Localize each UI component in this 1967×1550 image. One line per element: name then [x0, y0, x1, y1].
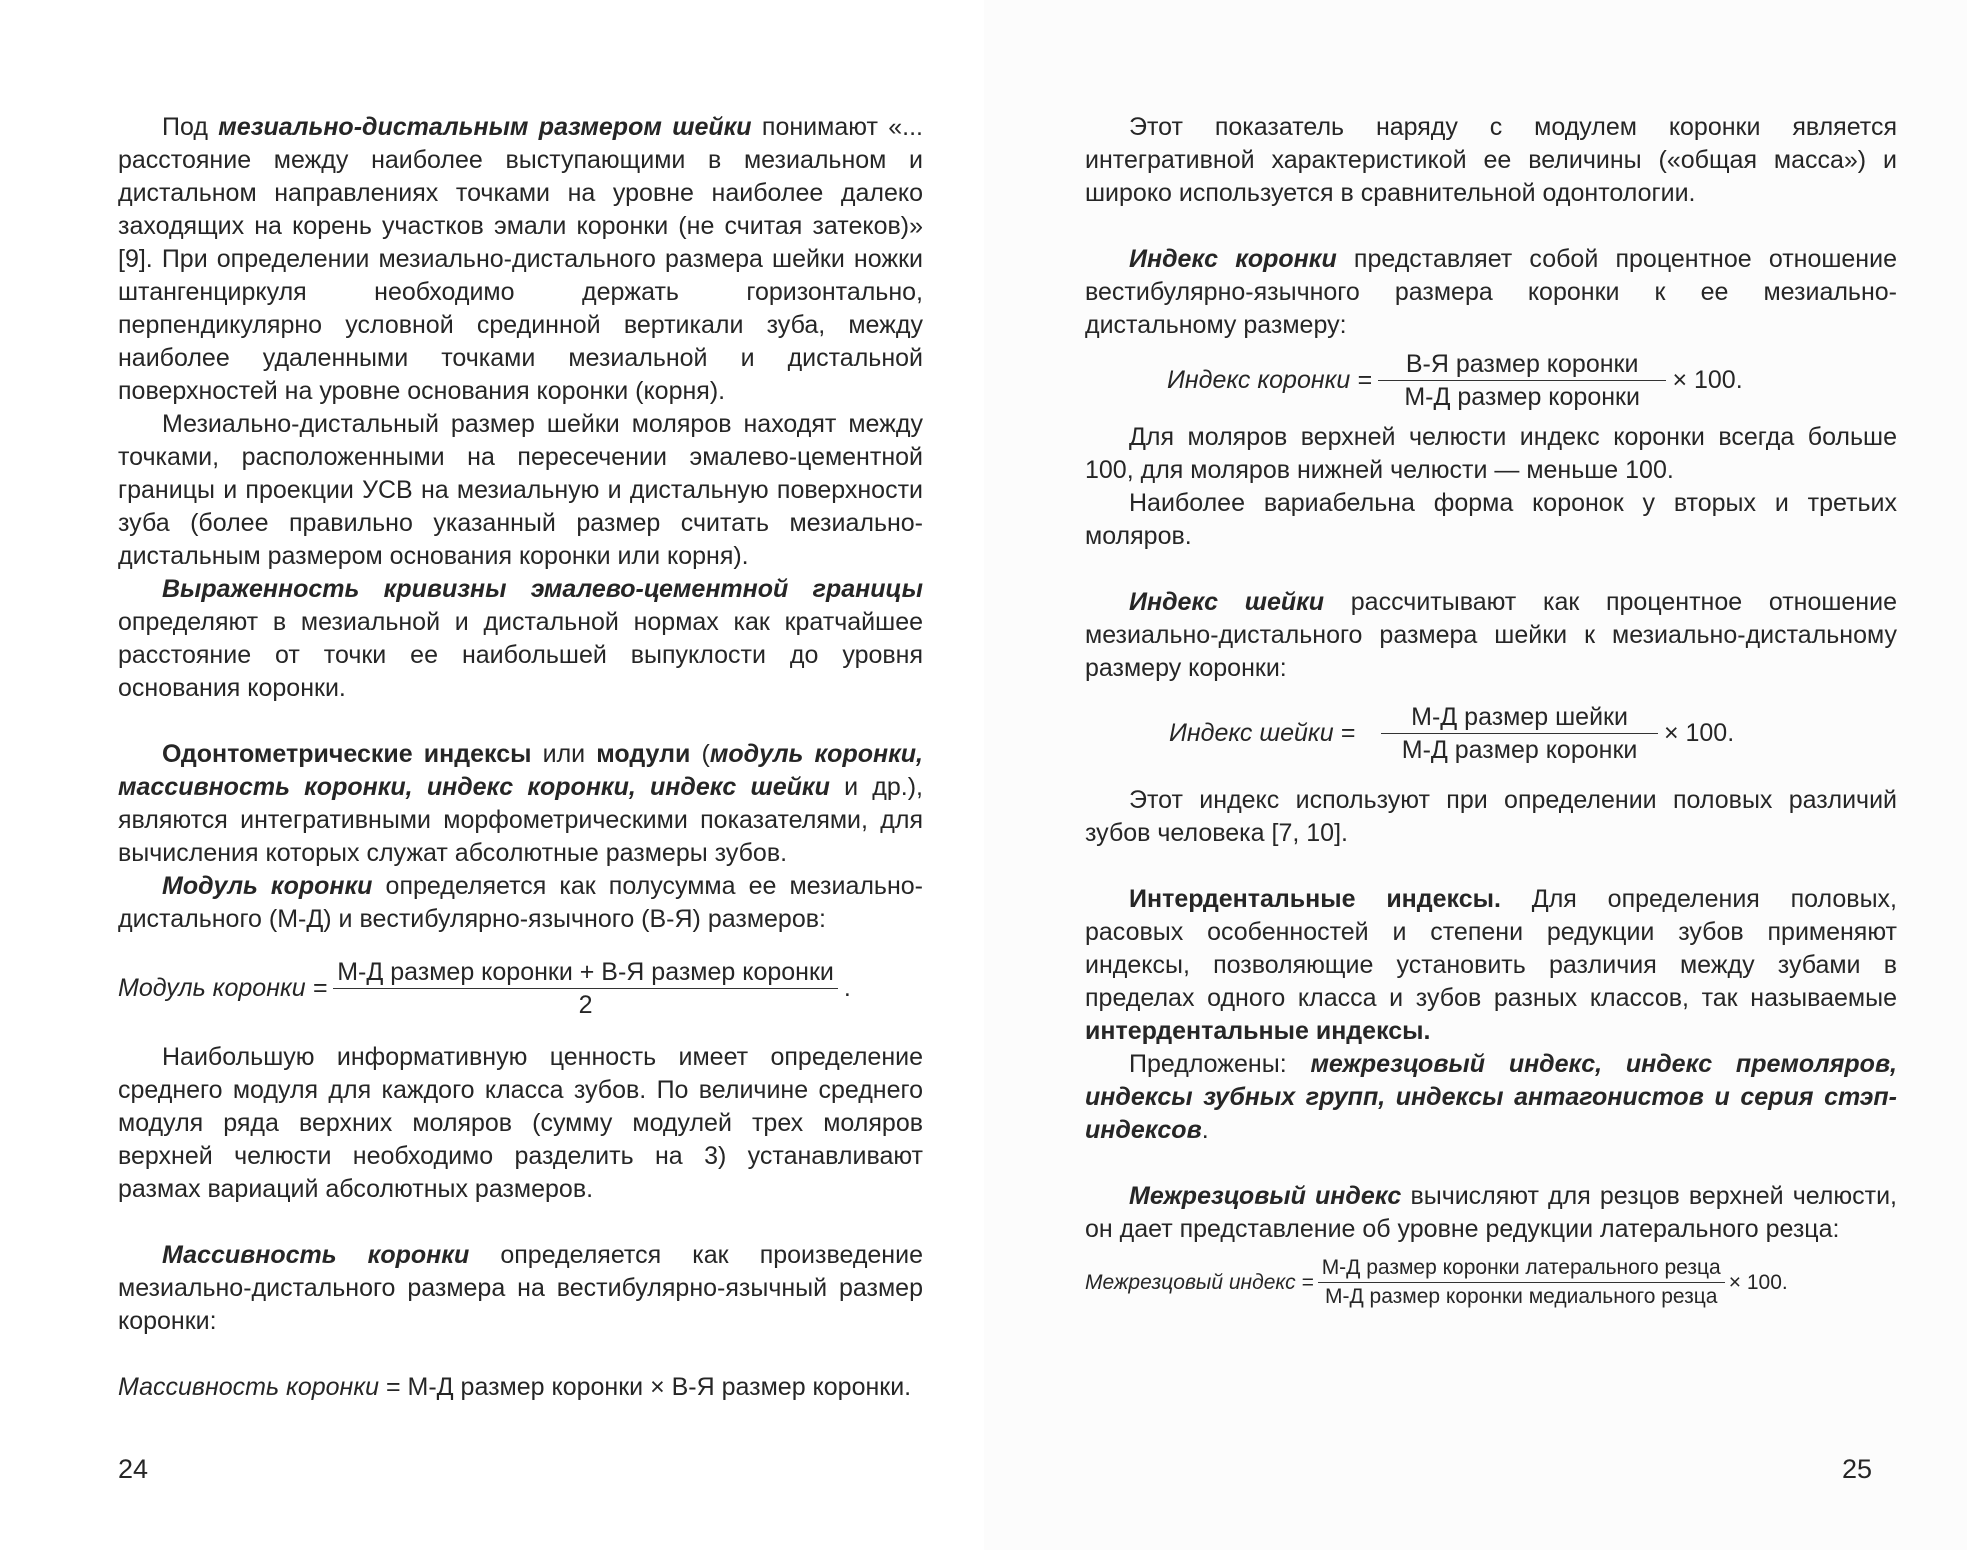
- fraction-denominator: М-Д размер коронки: [1404, 383, 1640, 411]
- text: определяют в мезиальной и дистальной нормах как кратчайшее расстояние от точки ее наибольшей выпуклости до уровня основания коронки.: [118, 608, 923, 702]
- text: вычисляют для резцов верхней челюсти, он дает представление об уровне редукции латерального резца:: [1085, 1182, 1897, 1243]
- formula-label: Индекс шейки =: [1169, 719, 1356, 747]
- paragraph-neck-index: [1085, 586, 1897, 685]
- term-interdental-indices-2: интердентальные индексы.: [1085, 1017, 1431, 1045]
- text: понимают «... расстояние между наиболее выступающими в мезиальном и дистальном направлениях точками на уровне наиболее далеко заходящих на корень участков эмали коронки (не считая затеков)» [9]. При определении мезиально-дистального размера шейки ножки штангенциркуля необходимо держать горизонтально, перпендикулярно условной срединной вертикали зуба, между наиболее удаленными точками мезиальной и дистальной поверхностей на уровне основания коронки (корня).: [118, 113, 924, 405]
- paragraph-mean-module: Наибольшую информативную ценность имеет определение среднего модуля для каждого класса зубов. По величине среднего модуля ряда верхних моляров (сумму модулей трех моляров верхней челюсти необходимо разделить на 3) устанавливают размах вариаций абсолютных размеров.: [118, 1043, 923, 1203]
- formula-label: Модуль коронки =: [118, 974, 328, 1002]
- text: Для определения половых, расовых особенностей и степени редукции зубов применяют индексы, позволяющие установить различия между зубами в пределах одного класса и зубов разных классов, так называемые: [1085, 885, 1898, 1012]
- text: или: [531, 740, 597, 768]
- paragraph-crown-massiveness: [118, 1239, 923, 1338]
- text: рассчитывают как процентное отношение мезиально-дистального размера шейки к мезиально-дистальному размеру коронки:: [1085, 588, 1897, 682]
- fraction-numerator: В-Я размер коронки: [1378, 348, 1667, 381]
- fraction-denominator: 2: [578, 991, 593, 1019]
- formula-tail: × 100.: [1663, 719, 1735, 747]
- term-interdental-indices: Интердентальные индексы.: [1129, 885, 1501, 913]
- term-crown-massiveness: Массивность коронки: [162, 1241, 470, 1269]
- formula-label: Индекс коронки =: [1167, 366, 1372, 394]
- formula-tail: .: [843, 974, 851, 1002]
- term-crown-module: Модуль коронки: [162, 872, 373, 900]
- formula-neck-index: [1169, 701, 1897, 766]
- paragraph-neck-size: [118, 111, 923, 408]
- paragraph-variable-form: Наиболее вариабельна форма коронок у вторых и третьих моляров.: [1085, 489, 1897, 550]
- formula-label: Межрезцовый индекс =: [1085, 1271, 1314, 1294]
- term-list: модуль коронки, массивность коронки, индекс коронки, индекс шейки: [118, 740, 923, 801]
- term-modules: модули: [596, 740, 691, 768]
- spacer: [1085, 850, 1897, 883]
- formula-tail: × 100.: [1728, 1271, 1788, 1294]
- text: .: [1201, 1116, 1209, 1144]
- paragraph-proposed: [1085, 1048, 1897, 1147]
- spacer: [1085, 1147, 1897, 1180]
- formula-crown-module: [118, 956, 923, 1021]
- term-crown-index: Индекс коронки: [1129, 245, 1337, 273]
- formula-crown-massiveness: [118, 1371, 923, 1404]
- fraction-denominator: М-Д размер коронки: [1401, 736, 1638, 764]
- formula-eq: =: [379, 1373, 408, 1401]
- spacer: [1085, 210, 1897, 243]
- text: (: [690, 740, 710, 768]
- term-neck-index: Индекс шейки: [1129, 588, 1325, 616]
- formula-interincisal-index: [1085, 1254, 1897, 1311]
- text: Под: [162, 113, 219, 141]
- paragraph-odontometric-indices: [118, 738, 923, 870]
- paragraph-sex-differences: Этот индекс используют при определении половых различий зубов человека [7, 10].: [1085, 786, 1897, 847]
- left-text-column: [118, 111, 923, 1404]
- spacer: [118, 1021, 923, 1041]
- text: определяется как полусумма ее мезиально-дистального (М-Д) и вестибулярно-язычного (В-Я) размеров:: [118, 872, 923, 933]
- term-curvature: Выраженность кривизны эмалево-цементной границы: [162, 575, 923, 603]
- right-page: [984, 0, 1967, 1550]
- formula-label: Массивность коронки: [118, 1373, 380, 1401]
- paragraph-upper-lower: Для моляров верхней челюсти индекс коронки всегда больше 100, для моляров нижней челюсти — меньше 100.: [1085, 423, 1897, 484]
- paragraph-crown-module: [118, 870, 923, 936]
- fraction-numerator: М-Д размер шейки: [1381, 701, 1658, 734]
- fraction: [1381, 701, 1658, 766]
- fraction-numerator: М-Д размер коронки латерального резца: [1318, 1254, 1725, 1283]
- fraction: [1378, 348, 1667, 413]
- paragraph-molar-neck: Мезиально-дистальный размер шейки моляров находят между точками, расположенными на пересечении эмалево-цементной границы и проекции УСВ на мезиальную и дистальную поверхности зуба (более правильно указанный размер считать мезиально-дистальным размером основания коронки или корня).: [118, 410, 923, 570]
- text: Предложены:: [1129, 1050, 1311, 1078]
- spacer: [118, 1338, 923, 1371]
- formula-crown-index: [1167, 348, 1897, 413]
- text: представляет собой процентное отношение вестибулярно-язычного размера коронки к ее мезиально-дистальному размеру:: [1085, 245, 1897, 339]
- paragraph-interdental: [1085, 883, 1897, 1048]
- paragraph-curvature: [118, 573, 923, 705]
- term-interincisal-index: Межрезцовый индекс: [1129, 1182, 1402, 1210]
- fraction: [1318, 1254, 1725, 1311]
- text: определяется как произведение мезиально-дистального размера на вестибулярно-язычный размер коронки:: [118, 1241, 923, 1335]
- fraction-numerator: М-Д размер коронки + В-Я размер коронки: [333, 956, 838, 989]
- formula-expression: М-Д размер коронки × В-Я размер коронки.: [407, 1373, 912, 1401]
- term-index-list: межрезцовый индекс, индекс премоляров, индексы зубных групп, индексы антагонистов и серия стэп-индексов: [1085, 1050, 1897, 1144]
- right-text-column: [1085, 111, 1897, 1311]
- formula-tail: × 100.: [1672, 366, 1743, 394]
- spacer: [118, 1206, 923, 1239]
- spacer: [1085, 553, 1897, 586]
- page-number-right: 25: [1842, 1454, 1873, 1484]
- term-md-neck-size: мезиально-дистальным размером шейки: [218, 113, 752, 141]
- paragraph-interincisal: [1085, 1180, 1897, 1246]
- paragraph-integrative: Этот показатель наряду с модулем коронки является интегративной характеристикой ее величины («общая масса») и широко используется в сравнительной одонтологии.: [1085, 113, 1897, 207]
- spacer: [118, 936, 923, 956]
- fraction-denominator: М-Д размер коронки медиального резца: [1324, 1285, 1718, 1308]
- text: и др.), являются интегративными морфометрическими показателями, для вычисления которых служат абсолютные размеры зубов.: [118, 773, 923, 867]
- page-number-left: 24: [118, 1454, 149, 1484]
- term-odontometric-indices: Одонтометрические индексы: [162, 740, 532, 768]
- fraction: [333, 956, 838, 1021]
- paragraph-crown-index: [1085, 243, 1897, 342]
- spacer: [118, 705, 923, 738]
